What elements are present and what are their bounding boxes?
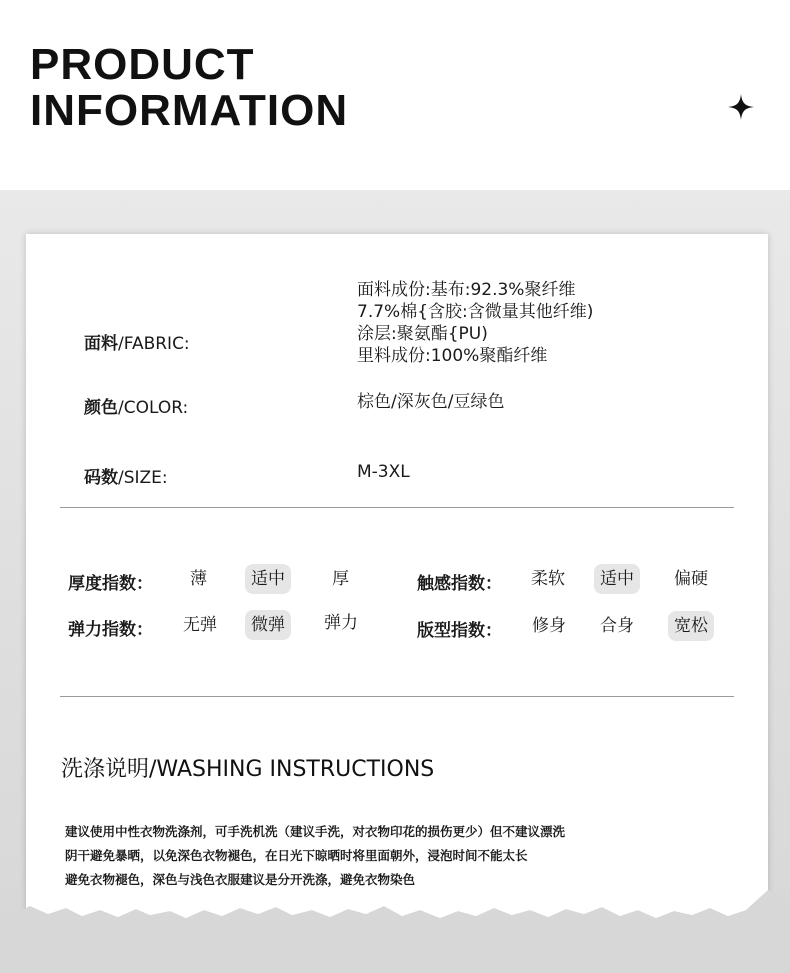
color-value: 棕色/深灰色/豆绿色 [357, 392, 505, 412]
elasticity-option: 弹力 [324, 613, 358, 633]
thickness-option-selected: 适中 [245, 564, 291, 594]
thickness-option: 薄 [190, 569, 207, 589]
washing-title: 洗涤说明/WASHING INSTRUCTIONS [61, 757, 435, 782]
title-line-2: INFORMATION [30, 86, 349, 135]
size-label-en: /SIZE: [118, 468, 168, 488]
size-value: M-3XL [357, 462, 410, 482]
touch-option: 偏硬 [674, 569, 708, 589]
title-line-1: PRODUCT [30, 40, 255, 89]
fabric-value [357, 279, 593, 367]
elasticity-index-label: 弹力指数： [68, 620, 153, 640]
fit-option: 合身 [600, 616, 634, 636]
washing-line: 阴干避免暴晒，以免深色衣物褪色，在日光下晾晒时将里面朝外，浸泡时间不能太长 [65, 848, 528, 863]
elasticity-option-selected: 微弹 [245, 610, 291, 640]
sparkle-icon [728, 94, 754, 120]
thickness-index-label: 厚度指数： [68, 574, 153, 594]
fabric-line: 7.7%棉{含胶:含微量其他纤维) [357, 302, 594, 322]
color-label [84, 393, 188, 418]
fit-index-label: 版型指数： [417, 621, 502, 641]
fabric-label-cn: 面料 [84, 334, 118, 354]
fabric-line: 涂层:聚氨酯{PU) [357, 324, 488, 344]
elasticity-option: 无弹 [183, 615, 217, 635]
thickness-option: 厚 [332, 569, 349, 589]
touch-index-label: 触感指数： [417, 574, 502, 594]
divider [60, 696, 734, 697]
fit-option-selected: 宽松 [668, 611, 714, 641]
touch-option-selected: 适中 [594, 564, 640, 594]
fabric-line: 里料成份:100%聚酯纤维 [357, 346, 548, 366]
touch-option: 柔软 [531, 569, 565, 589]
fabric-line: 面料成份:基布:92.3%聚纤维 [357, 280, 576, 300]
washing-line: 建议使用中性衣物洗涤剂，可手洗机洗（建议手洗，对衣物印花的损伤更少）但不建议漂洗 [65, 824, 566, 839]
divider [60, 507, 734, 508]
page-title [30, 42, 348, 134]
washing-line: 避免衣物褪色，深色与浅色衣服建议是分开洗涤，避免衣物染色 [65, 872, 416, 887]
color-label-en: /COLOR: [118, 398, 189, 418]
size-label-cn: 码数 [84, 468, 118, 488]
color-label-cn: 颜色 [84, 398, 118, 418]
fabric-label-en: /FABRIC: [118, 334, 190, 354]
size-label [84, 463, 168, 488]
fabric-label [84, 329, 190, 354]
fit-option: 修身 [532, 616, 566, 636]
